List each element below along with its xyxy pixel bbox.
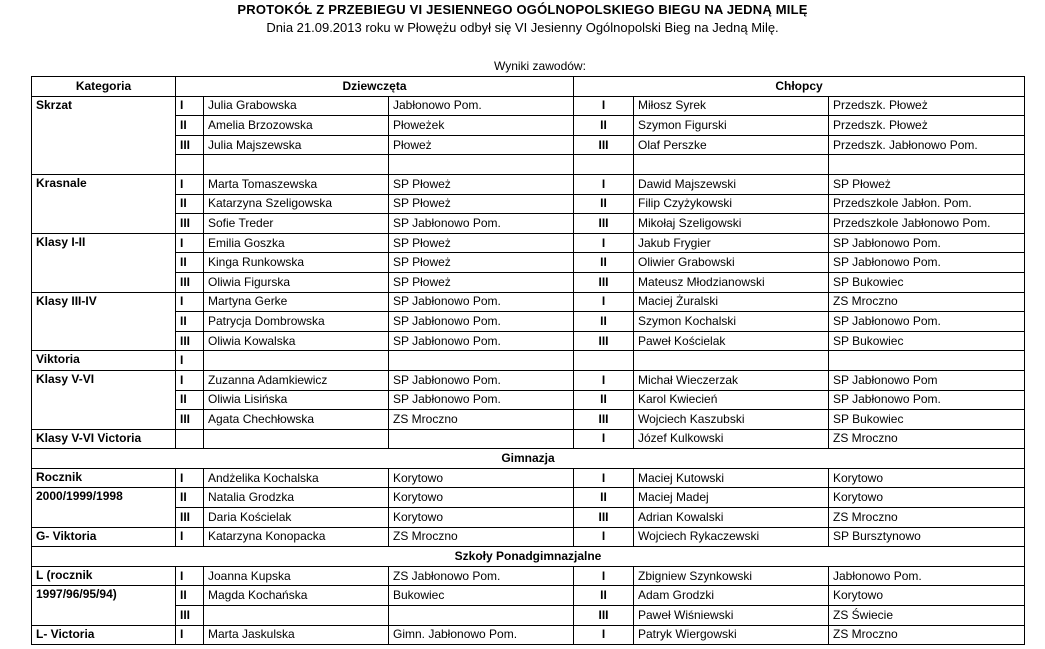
girl-place: I [176,96,204,116]
girl-name: Zuzanna Adamkiewicz [204,370,389,390]
boy-place: III [574,331,634,351]
category-cell: Rocznik [32,468,176,488]
girl-name [204,606,389,626]
girl-school: SP Jabłonowo Pom. [389,312,574,332]
boy-name: Szymon Kochalski [634,312,829,332]
boy-school: Jabłonowo Pom. [829,566,1025,586]
girl-place: II [176,194,204,214]
category-cell: L (rocznik [32,566,176,586]
category-cell [32,272,176,292]
boy-place: I [574,566,634,586]
girl-school: Korytowo [389,508,574,528]
result-row [32,370,1025,390]
section-row-gimnazjum [32,449,1025,469]
boy-name: Adam Grodzki [634,586,829,606]
category-cell [32,606,176,626]
girl-place: III [176,331,204,351]
boy-school [829,351,1025,371]
result-row [32,606,1025,626]
boy-place: III [574,606,634,626]
boy-school: Korytowo [829,488,1025,508]
category-cell: Klasy V-VI Victoria [32,429,176,449]
boy-school: SP Jabłonowo Pom. [829,253,1025,273]
boy-name: Maciej Madej [634,488,829,508]
girl-place: II [176,586,204,606]
result-row [32,272,1025,292]
category-cell [32,410,176,430]
boy-school: SP Jabłonowo Pom. [829,233,1025,253]
girl-school: SP Jabłonowo Pom. [389,292,574,312]
boy-name: Zbigniew Szynkowski [634,566,829,586]
result-row [32,331,1025,351]
boy-place: II [574,312,634,332]
boy-name: Dawid Majszewski [634,174,829,194]
boy-school: SP Jabłonowo Pom [829,370,1025,390]
boy-school: ZS Świecie [829,606,1025,626]
girl-school: ZS Jabłonowo Pom. [389,566,574,586]
girl-name: Marta Jaskulska [204,625,389,645]
document-title: PROTOKÓŁ Z PRZEBIEGU VI JESIENNEGO OGÓLNOPOLSKIEGO BIEGU NA JEDNĄ MILĘ [237,2,808,17]
boy-place [574,351,634,371]
header-girls: Dziewczęta [176,77,574,97]
girl-school [389,351,574,371]
boy-school: SP Płoweż [829,174,1025,194]
result-row [32,96,1025,116]
girl-school: SP Jabłonowo Pom. [389,390,574,410]
result-row [32,410,1025,430]
boy-school: Korytowo [829,586,1025,606]
boy-school: SP Bukowiec [829,331,1025,351]
boy-name: Olaf Perszke [634,135,829,155]
result-row [32,351,1025,371]
girl-school: SP Płoweż [389,272,574,292]
boy-place [574,155,634,175]
girl-school: Płoweżek [389,116,574,136]
category-cell: 2000/1999/1998 [32,488,176,508]
header-boys: Chłopcy [574,77,1025,97]
girl-school: Płoweż [389,135,574,155]
boy-name: Mateusz Młodzianowski [634,272,829,292]
boy-school: Przedszkole Jabłon. Pom. [829,194,1025,214]
boy-place: III [574,272,634,292]
boy-name [634,155,829,175]
boy-place: I [574,527,634,547]
result-row [32,468,1025,488]
girl-name: Agata Chechłowska [204,410,389,430]
girl-place: I [176,566,204,586]
girl-school [389,429,574,449]
result-row [32,135,1025,155]
girl-place: I [176,468,204,488]
boy-name: Paweł Wiśniewski [634,606,829,626]
boy-school: SP Jabłonowo Pom. [829,390,1025,410]
result-row [32,233,1025,253]
result-row [32,312,1025,332]
result-row [32,429,1025,449]
section-title: Gimnazja [32,449,1025,469]
boy-school: Przedszkole Jabłonowo Pom. [829,214,1025,234]
result-row [32,527,1025,547]
document-subtitle: Dnia 21.09.2013 roku w Płowężu odbył się VI Jesienny Ogólnopolski Bieg na Jedną Milę. [266,20,779,35]
girl-name: Natalia Grodzka [204,488,389,508]
girl-school: Korytowo [389,488,574,508]
boy-name: Szymon Figurski [634,116,829,136]
girl-name: Julia Grabowska [204,96,389,116]
girl-place [176,429,204,449]
result-row [32,390,1025,410]
boy-school [829,155,1025,175]
category-cell: Viktoria [32,351,176,371]
boy-name [634,351,829,371]
boy-school: ZS Mroczno [829,292,1025,312]
category-cell: 1997/96/95/94) [32,586,176,606]
girl-school: SP Jabłonowo Pom. [389,331,574,351]
category-cell [32,135,176,155]
boy-school: Przedszk. Płoweż [829,96,1025,116]
category-cell [32,508,176,528]
section-row-ponadgim [32,547,1025,567]
girl-name: Emilia Goszka [204,233,389,253]
result-row [32,488,1025,508]
girl-name: Amelia Brzozowska [204,116,389,136]
boy-place: I [574,370,634,390]
boy-name: Maciej Żuralski [634,292,829,312]
result-row [32,253,1025,273]
boy-place: I [574,233,634,253]
girl-name: Joanna Kupska [204,566,389,586]
boy-place: II [574,253,634,273]
girl-name: Andżelika Kochalska [204,468,389,488]
boy-place: I [574,96,634,116]
girl-school: Gimn. Jabłonowo Pom. [389,625,574,645]
category-cell [32,253,176,273]
category-cell: L- Victoria [32,625,176,645]
girl-name [204,429,389,449]
boy-school: SP Bukowiec [829,410,1025,430]
girl-place: I [176,370,204,390]
result-row [32,214,1025,234]
boy-name: Patryk Wiergowski [634,625,829,645]
result-row [32,155,1025,175]
boy-name: Paweł Kościelak [634,331,829,351]
girl-school: SP Płoweż [389,253,574,273]
boy-name: Józef Kulkowski [634,429,829,449]
girl-place: III [176,272,204,292]
boy-place: III [574,135,634,155]
results-body [32,77,1025,645]
boy-place: I [574,468,634,488]
category-cell [32,331,176,351]
girl-name: Daria Kościelak [204,508,389,528]
results-caption: Wyniki zawodów: [494,59,586,73]
boy-name: Jakub Frygier [634,233,829,253]
girl-name: Sofie Treder [204,214,389,234]
girl-name: Katarzyna Szeligowska [204,194,389,214]
category-cell [32,194,176,214]
girl-place: III [176,410,204,430]
category-cell [32,312,176,332]
girl-place: I [176,351,204,371]
girl-name: Magda Kochańska [204,586,389,606]
girl-place: I [176,625,204,645]
boy-name: Oliwier Grabowski [634,253,829,273]
boy-name: Karol Kwiecień [634,390,829,410]
boy-name: Maciej Kutowski [634,468,829,488]
girl-school: Bukowiec [389,586,574,606]
boy-name: Michał Wieczerzak [634,370,829,390]
boy-school: ZS Mroczno [829,625,1025,645]
girl-school: ZS Mroczno [389,410,574,430]
girl-place [176,155,204,175]
boy-school: Przedszk. Jabłonowo Pom. [829,135,1025,155]
girl-school: Korytowo [389,468,574,488]
girl-school: SP Jabłonowo Pom. [389,370,574,390]
boy-school: SP Bursztynowo [829,527,1025,547]
girl-place: II [176,488,204,508]
category-cell: Krasnale [32,174,176,194]
boy-place: I [574,292,634,312]
girl-name: Julia Majszewska [204,135,389,155]
girl-name [204,155,389,175]
girl-name: Oliwia Lisińska [204,390,389,410]
boy-school: Korytowo [829,468,1025,488]
boy-place: III [574,214,634,234]
header-row [32,77,1025,97]
boy-place: I [574,625,634,645]
boy-school: Przedszk. Płoweż [829,116,1025,136]
boy-name: Mikołaj Szeligowski [634,214,829,234]
girl-name: Kinga Runkowska [204,253,389,273]
girl-school [389,155,574,175]
result-row [32,586,1025,606]
girl-place: II [176,390,204,410]
girl-school: SP Płoweż [389,194,574,214]
girl-place: III [176,135,204,155]
boy-place: III [574,508,634,528]
category-cell [32,390,176,410]
boy-place: III [574,410,634,430]
girl-place: I [176,292,204,312]
girl-place: III [176,508,204,528]
girl-school: SP Jabłonowo Pom. [389,214,574,234]
category-cell: Klasy III-IV [32,292,176,312]
girl-name [204,351,389,371]
girl-place: III [176,214,204,234]
result-row [32,508,1025,528]
girl-name: Patrycja Dombrowska [204,312,389,332]
boy-name: Wojciech Kaszubski [634,410,829,430]
boy-school: SP Bukowiec [829,272,1025,292]
section-title: Szkoły Ponadgimnazjalne [32,547,1025,567]
boy-place: II [574,116,634,136]
girl-school [389,606,574,626]
result-row [32,116,1025,136]
girl-place: I [176,174,204,194]
girl-name: Marta Tomaszewska [204,174,389,194]
category-cell: Klasy V-VI [32,370,176,390]
boy-name: Wojciech Rykaczewski [634,527,829,547]
result-row [32,292,1025,312]
boy-school: ZS Mroczno [829,508,1025,528]
girl-school: SP Płoweż [389,174,574,194]
result-row [32,566,1025,586]
header-category: Kategoria [32,77,176,97]
boy-school: ZS Mroczno [829,429,1025,449]
category-cell [32,214,176,234]
girl-school: ZS Mroczno [389,527,574,547]
result-row [32,194,1025,214]
boy-place: I [574,174,634,194]
girl-place: I [176,527,204,547]
category-cell: Klasy I-II [32,233,176,253]
category-cell: G- Viktoria [32,527,176,547]
boy-place: II [574,586,634,606]
girl-name: Katarzyna Konopacka [204,527,389,547]
boy-place: II [574,390,634,410]
category-cell: Skrzat [32,96,176,116]
girl-school: SP Płoweż [389,233,574,253]
boy-place: II [574,488,634,508]
girl-name: Oliwia Figurska [204,272,389,292]
girl-place: II [176,116,204,136]
boy-name: Miłosz Syrek [634,96,829,116]
girl-name: Oliwia Kowalska [204,331,389,351]
category-cell [32,155,176,175]
result-row [32,174,1025,194]
boy-name: Filip Czyżykowski [634,194,829,214]
category-cell [32,116,176,136]
girl-place: II [176,253,204,273]
boy-place: I [574,429,634,449]
boy-place: II [574,194,634,214]
girl-place: I [176,233,204,253]
results-table [31,76,1025,645]
girl-name: Martyna Gerke [204,292,389,312]
result-row [32,625,1025,645]
girl-place: II [176,312,204,332]
girl-place: III [176,606,204,626]
girl-school: Jabłonowo Pom. [389,96,574,116]
boy-school: SP Jabłonowo Pom. [829,312,1025,332]
boy-name: Adrian Kowalski [634,508,829,528]
